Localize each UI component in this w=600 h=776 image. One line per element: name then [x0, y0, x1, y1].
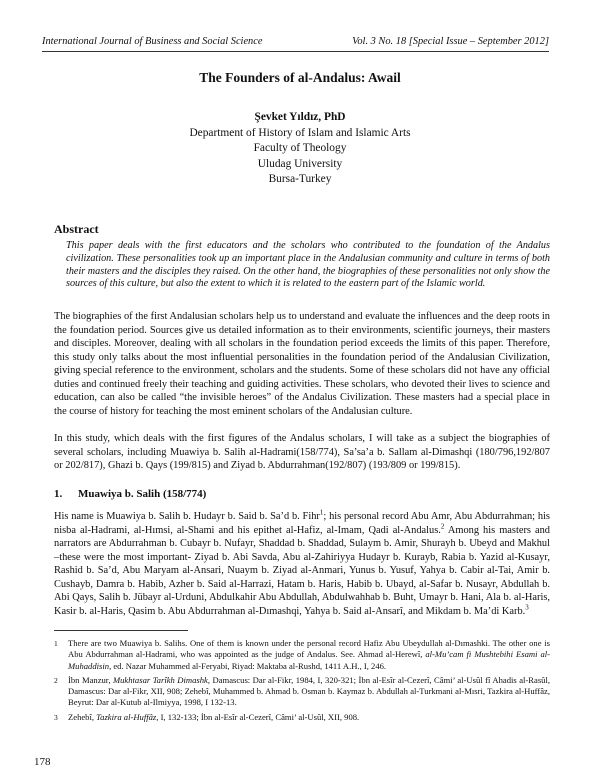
abstract-heading: Abstract [54, 222, 99, 236]
section-text-b: ; his personal record Abu Amr, Abu Abdurrahman; his nisba al-Hadrami, al-Hımsi, al-Shami and his epithet al-Hafiz, al-Imam, Qadi al-Andalus. [54, 511, 550, 536]
footnote-rest: , Damascus: Dar al-Fikr, 1984, I, 320-321; İbn al-Esîr al-Cezerî, Câmi’ al-Usûl fî Ahadis al-Rasûl, Damascus: Dar al-Fikr, XII, 908; Zehebî, Muhammed b. Ahmad b. Osman b. Kaymaz b. Abdullah al-Turkmani al-Mısri, Tazkira al-Huffâz, Beyrut: Dar al-Kutub al-Ilmiyya, 1998, I 132-13. [68, 674, 550, 708]
body-paragraph-2: In this study, which deals with the first figures of the Andalus scholars, I will take as a subject the biographies of several scholars, including Muawiya b. Salih al-Hadrami(158/774), Sa’sa’a b. Sallam al-Dimashqi (180/796,192/807 or 202/817), Ghazi b. Qays (199/815) and Ziyad b. Abdurrahman(192/807) (193/809 or 199/815). [54, 433, 550, 471]
section-number: 1. [54, 488, 63, 500]
author-university: Uludag University [257, 157, 343, 170]
footnote-ref-2[interactable]: 2 [440, 522, 445, 531]
footnote-italic: al-Mu’cam fi Mushtebihi Esami al-Muhaddisin [68, 649, 550, 671]
author-name: Şevket Yıldız, PhD [254, 111, 346, 123]
footnote-text: There are two Muawiya b. Salihs. One of them is known under the personal record Hafiz Abu Ubeydullah al-Dımashki. The other one is Abu Abdurrahman al-Hadrami, who was appointed as the judge of Andalus. See. Ahmad al-Herewî, [68, 638, 550, 660]
section-text-a: His name is Muawiya b. Salih b. Hudayr b. Said b. Sa’d b. Fihr [54, 511, 320, 522]
footnote-italic: Tazkira al-Huffâz [96, 711, 157, 722]
journal-name: International Journal of Business and Social Science [42, 36, 263, 47]
footnote-mark: 2 [54, 675, 58, 685]
page-number: 178 [34, 756, 51, 768]
footnote-rule [54, 630, 188, 631]
footnote-mark: 1 [54, 639, 58, 648]
footnote-rest: , ed. Nazar Muhammed al-Feryabi, Riyad: Maktaba al-Rushd, 1411 A.H., I, 246. [109, 660, 387, 671]
footnote-text: İbn Manzur, [68, 674, 113, 685]
footnote-3 [54, 712, 550, 723]
section-heading [54, 488, 206, 500]
section-title: Muawiya b. Salih (158/774) [78, 488, 207, 500]
running-header [42, 36, 549, 47]
section-paragraph [54, 510, 550, 618]
header-rule [42, 51, 549, 52]
author-faculty: Faculty of Theology [253, 142, 347, 154]
author-department: Department of History of Islam and Islamic Arts [189, 126, 411, 139]
footnote-1 [54, 638, 550, 672]
abstract-text: This paper deals with the first educators and the scholars who contributed to the foundation of the Andalus civilization. These personalities took up an important place in the Andalusian community and culture in terms of both their masters and the disciples they raised. On the other hand, the biographies of these personalities not only show the sources of this culture, but also the extent to which it is related to the eastern part of the Islamic world. [66, 240, 550, 290]
footnote-ref-3[interactable]: 3 [525, 603, 529, 612]
author-city: Bursa-Turkey [268, 173, 332, 185]
body-paragraph-1: The biographies of the first Andalusian scholars help us to understand and evaluate the influences and the deep roots in the foundation period. Sources give us detailed information as to their environments, scientific journeys, their masters and disciples. Moreover, dealing with all scholars in the foundation period exceeds the limits of this paper. Therefore, this study only talks about the most influential personalities in the foundation period of the Andalusian Civilization, giving special reference to the environment, scholars and the students. Some of these scholars did not have any official duties and continued freely their teaching and guiding activities. These scholars, who devoted their lives to science and education, can also be called “the invisible heroes” of the Andalus Civilization. These masters had a special place in the course of history for teaching the most eminent scholars of the Andalusian culture. [54, 311, 550, 417]
footnote-italic: Mukhtasar Tarîkh Dimashk [112, 674, 208, 685]
paper-title: The Founders of al-Andalus: Awail [199, 70, 401, 85]
footnote-text: Zehebî, [68, 711, 97, 722]
footnote-2 [54, 675, 550, 709]
footnote-ref-1[interactable]: 1 [319, 508, 324, 517]
section-text-c: Among his masters and narrators are Abdurrahman b. Cubayr b. Nufayr, Shaddad b. Shaddad, Sulaym b. Amir, Shurayh b. Ubeyd and Makhul –these were the most important- Ziyad b. Abi Savda, Abu al-Zahiriyya Hudayr b. Kurayb, Rabia b. Yazid al-Kusayr, Rashid b. Sa’d, Abu Maryam al-Ansari, Nuaym b. Ziyad al-Anmari, Yunus b. Yusuf, Yahya b. Cabir al-Tai, Amir b. Cushayb, Damra b. Habib, Azher b. Said al-Harrazi, Hatam b. Haris, Habib b. Ubayd, al-Safar b. Nusayr, Abdullah b. Abi Qays, Salih b. Jübayr al-Urduni, Abdulkahir Abu Abdullah, Abdulwahhab b. Buht, Umayr b. Hani, Ala b. al-Haris, Kasir b. al-Haris, Qasim b. Abu Abdurrahman al-Dımashqi, Yahya b. Said al-Ansarî, and Mikdam b. Ma’di Karb. [54, 524, 550, 617]
footnote-rest: , I, 132-133; İbn al-Esîr al-Cezerî, Câmi’ al-Usûl, XII, 908. [156, 711, 360, 722]
issue-info: Vol. 3 No. 18 [Special Issue – September 2012] [352, 36, 549, 47]
footnote-mark: 3 [54, 712, 58, 722]
author-block [0, 110, 600, 188]
footnotes [54, 638, 550, 726]
